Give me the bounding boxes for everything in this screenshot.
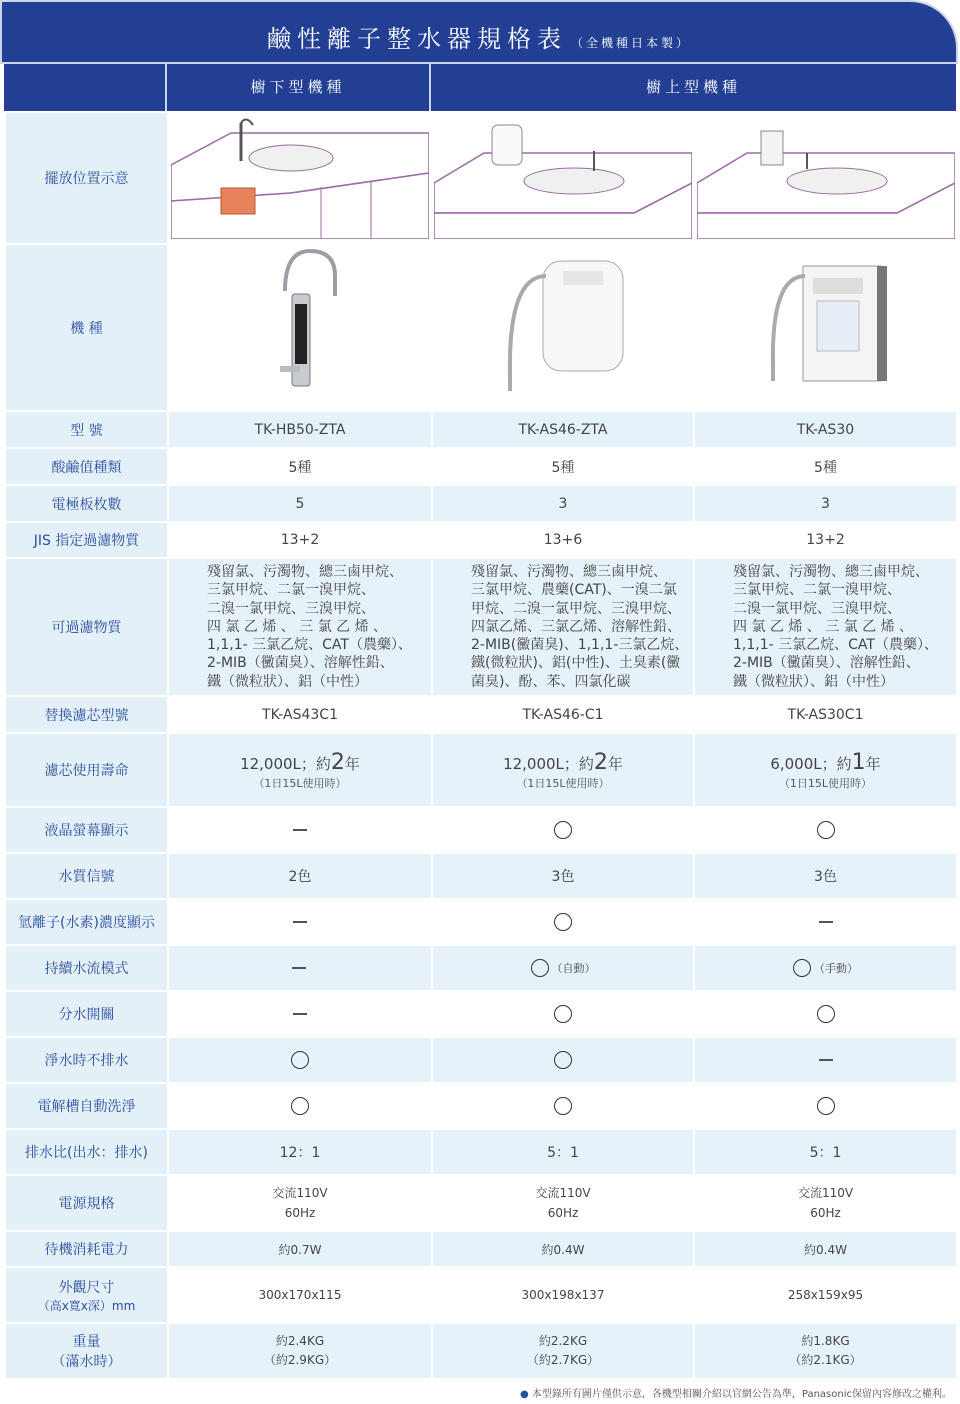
row-size (5, 1267, 957, 1323)
electrodes-value: 3 (694, 485, 957, 522)
row-label: 分水開關 (5, 991, 168, 1037)
kitchen-countertop-illustration (434, 113, 692, 239)
no-drain-mark (432, 1037, 694, 1083)
ph-types-value: 5種 (694, 448, 957, 485)
size-value: 258x159x95 (694, 1267, 957, 1323)
countertop-unit-image (751, 246, 901, 406)
row-label: 替換濾芯型號 (5, 696, 168, 733)
row-label: JIS 指定過濾物質 (5, 522, 168, 558)
weight-value: 約1.8KG （約2.1KG） (694, 1323, 957, 1379)
auto-clean-mark (432, 1083, 694, 1129)
hydrogen-mark (694, 899, 957, 945)
model-number: TK-AS46-ZTA (432, 411, 694, 448)
lcd-mark (168, 807, 432, 853)
row-diverter (5, 991, 957, 1037)
filter-list (168, 558, 432, 696)
electrodes-value: 5 (168, 485, 432, 522)
jis-value: 13+6 (432, 522, 694, 558)
continuous-mark: （手動） (694, 945, 957, 991)
bullet-icon: ● (519, 1389, 529, 1400)
row-standby (5, 1231, 957, 1267)
continuous-mark: （自動） (432, 945, 694, 991)
filter-line: 鐵（微粒狀）、鋁（中性） (733, 673, 894, 690)
diverter-mark (168, 991, 432, 1037)
circle-icon (793, 959, 811, 977)
filter-line: 三氯甲烷、二氯一溴甲烷、 (733, 582, 901, 599)
auto-clean-mark (168, 1083, 432, 1129)
cartridge-life: 12,000L；約2年 （1日15L使用時） (432, 733, 694, 807)
filter-line: 2-MIB(黴菌臭)、1,1,1-三氯乙烷、 (471, 637, 689, 654)
circle-icon (291, 1097, 309, 1115)
model-number: TK-AS30 (694, 411, 957, 448)
filter-line: 三氯甲烷、農藥(CAT)、一溴二氯 (471, 582, 677, 599)
filter-line: 2-MIB（黴菌臭）、溶解性鉛、 (207, 655, 394, 672)
row-label: 排水比(出水：排水) (5, 1129, 168, 1175)
cartridge-life: 12,000L；約2年 （1日15L使用時） (168, 733, 432, 807)
row-label: 酸鹼值種類 (5, 448, 168, 485)
placement-image-3 (694, 112, 957, 244)
circle-icon (554, 821, 572, 839)
filter-line: 殘留氯、污濁物、總三鹵甲烷、 (207, 563, 403, 580)
dash-icon (292, 967, 306, 969)
row-continuous (5, 945, 957, 991)
circle-icon (817, 1097, 835, 1115)
filter-line: 1,1,1- 三氯乙烷、CAT（農藥）、 (733, 637, 938, 654)
row-cartridge (5, 696, 957, 733)
circle-icon (554, 1097, 572, 1115)
filter-line: 鐵（微粒狀）、鋁（中性） (207, 673, 368, 690)
no-drain-mark (168, 1037, 432, 1083)
kitchen-countertop-illustration (697, 113, 955, 239)
filter-line: 甲烷、二溴一氯甲烷、三溴甲烷、 (471, 600, 681, 617)
standby-power: 約0.7W (168, 1231, 432, 1267)
countertop-unit-image (488, 246, 638, 406)
row-auto-clean (5, 1083, 957, 1129)
row-model-no (5, 411, 957, 448)
row-jis (5, 522, 957, 558)
auto-clean-mark (694, 1083, 957, 1129)
size-value: 300x198x137 (432, 1267, 694, 1323)
drain-ratio-value: 5：1 (432, 1129, 694, 1175)
group-countertop: 櫥上型機種 (645, 78, 741, 96)
standby-power: 約0.4W (694, 1231, 957, 1267)
row-label: 持續水流模式 (5, 945, 168, 991)
water-signal-value: 2色 (168, 853, 432, 899)
row-model-image (5, 244, 957, 411)
cartridge-model: TK-AS46-C1 (432, 696, 694, 733)
filter-line: 三氯甲烷、二氯一溴甲烷、 (207, 582, 375, 599)
dash-icon (819, 921, 833, 923)
filter-line: 四 氯 乙 烯 、 三 氯 乙 烯 、 (733, 618, 914, 635)
row-label: 濾芯使用壽命 (5, 733, 168, 807)
filter-line: 二溴一氯甲烷、三溴甲烷、 (733, 600, 901, 617)
jis-value: 13+2 (694, 522, 957, 558)
filter-line: 2-MIB（黴菌臭）、溶解性鉛、 (733, 655, 920, 672)
drain-ratio-value: 5：1 (694, 1129, 957, 1175)
water-signal-value: 3色 (694, 853, 957, 899)
row-cartridge-life (5, 733, 957, 807)
filter-list (432, 558, 694, 696)
filter-line: 1,1,1- 三氯乙烷、CAT（農藥）、 (207, 637, 412, 654)
row-label: 電解槽自動洗淨 (5, 1083, 168, 1129)
page-title: 鹼性離子整水器規格表 （全機種日本製） (266, 25, 691, 53)
disclaimer: ● 本型錄所有圖片僅供示意，各機型相關介紹以官網公告為準，Panasonic保留內容修改之權利。 (519, 1389, 952, 1400)
cartridge-model: TK-AS30C1 (694, 696, 957, 733)
diverter-mark (432, 991, 694, 1037)
lcd-mark (694, 807, 957, 853)
drain-ratio-value: 12：1 (168, 1129, 432, 1175)
filter-line: 鐵(微粒狀)、鋁(中性)、土臭素(黴 (471, 655, 681, 672)
jis-value: 13+2 (168, 522, 432, 558)
product-image-1 (168, 244, 432, 411)
hydrogen-mark (168, 899, 432, 945)
cartridge-model: TK-AS43C1 (168, 696, 432, 733)
dash-icon (819, 1059, 833, 1061)
row-label: 重量 （滿水時） (5, 1323, 168, 1379)
power-spec: 交流110V 60Hz (694, 1175, 957, 1231)
circle-icon (817, 821, 835, 839)
circle-icon (554, 1051, 572, 1069)
row-lcd (5, 807, 957, 853)
placement-image-1 (168, 112, 432, 244)
row-label: 氫離子(水素)濃度顯示 (5, 899, 168, 945)
row-water-signal (5, 853, 957, 899)
circle-icon (554, 913, 572, 931)
row-drain-ratio (5, 1129, 957, 1175)
row-label: 液晶螢幕顯示 (5, 807, 168, 853)
row-label: 水質信號 (5, 853, 168, 899)
row-power (5, 1175, 957, 1231)
filter-line: 殘留氯、污濁物、總三鹵甲烷、 (733, 563, 929, 580)
dash-icon (293, 1013, 307, 1015)
divider (165, 64, 167, 111)
group-under-sink: 櫥下型機種 (250, 78, 346, 96)
row-no-drain (5, 1037, 957, 1083)
ph-types-value: 5種 (168, 448, 432, 485)
circle-icon (554, 1005, 572, 1023)
placement-image-2 (432, 112, 694, 244)
row-electrodes (5, 485, 957, 522)
row-ph-types (5, 448, 957, 485)
row-label: 可過濾物質 (5, 558, 168, 696)
row-label: 待機消耗電力 (5, 1231, 168, 1267)
model-number: TK-HB50-ZTA (168, 411, 432, 448)
row-label: 機 種 (5, 244, 168, 411)
header-banner (2, 2, 956, 62)
dash-icon (293, 829, 307, 831)
water-signal-value: 3色 (432, 853, 694, 899)
row-label: 淨水時不排水 (5, 1037, 168, 1083)
row-label: 型 號 (5, 411, 168, 448)
filter-line: 菌臭)、酚、苯、四氯化碳 (471, 673, 631, 690)
no-drain-mark (694, 1037, 957, 1083)
continuous-mark (168, 945, 432, 991)
power-spec: 交流110V 60Hz (168, 1175, 432, 1231)
product-image-3 (694, 244, 957, 411)
circle-icon (531, 959, 549, 977)
dash-icon (293, 921, 307, 923)
filter-list (694, 558, 957, 696)
row-label: 外觀尺寸 （高x寬x深）mm (5, 1267, 168, 1323)
filter-line: 四 氯 乙 烯 、 三 氯 乙 烯 、 (207, 618, 388, 635)
filter-line: 殘留氯、污濁物、總三鹵甲烷、 (471, 563, 667, 580)
size-value: 300x170x115 (168, 1267, 432, 1323)
filter-line: 四氯乙烯、三氯乙烯、溶解性鉛、 (471, 618, 681, 635)
spec-table (4, 111, 958, 1380)
ph-types-value: 5種 (432, 448, 694, 485)
row-label: 電極板枚數 (5, 485, 168, 522)
row-weight (5, 1323, 957, 1379)
filter-line: 二溴一氯甲烷、三溴甲烷、 (207, 600, 375, 617)
standby-power: 約0.4W (432, 1231, 694, 1267)
row-placement (5, 112, 957, 244)
row-label: 電源規格 (5, 1175, 168, 1231)
divider (429, 64, 431, 111)
weight-value: 約2.4KG （約2.9KG） (168, 1323, 432, 1379)
faucet-unit-image (240, 246, 360, 406)
diverter-mark (694, 991, 957, 1037)
lcd-mark (432, 807, 694, 853)
circle-icon (291, 1051, 309, 1069)
electrodes-value: 3 (432, 485, 694, 522)
circle-icon (817, 1005, 835, 1023)
product-image-2 (432, 244, 694, 411)
row-filterable (5, 558, 957, 696)
row-label: 擺放位置示意 (5, 112, 168, 244)
kitchen-under-sink-illustration (171, 113, 429, 239)
hydrogen-mark (432, 899, 694, 945)
power-spec: 交流110V 60Hz (432, 1175, 694, 1231)
cartridge-life: 6,000L；約1年 （1日15L使用時） (694, 733, 957, 807)
page-subtitle: （全機種日本製） (570, 36, 691, 50)
row-hydrogen (5, 899, 957, 945)
weight-value: 約2.2KG （約2.7KG） (432, 1323, 694, 1379)
